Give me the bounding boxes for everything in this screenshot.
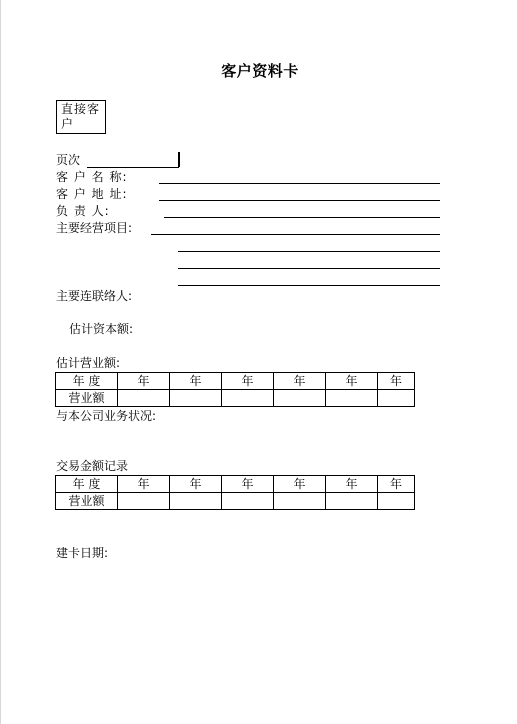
main-business-line-1 [151, 234, 440, 235]
year-cell: 年 [170, 476, 222, 493]
revenue-value-cell[interactable] [326, 390, 378, 407]
main-business-label: 主要经营项目: [56, 221, 133, 235]
revenue-value-cell[interactable] [378, 390, 415, 407]
customer-name-label: 客 户 名 称: [56, 170, 128, 184]
revenue-value-cell[interactable] [170, 390, 222, 407]
revenue-table-value-row [56, 390, 415, 407]
customer-type-box: 直接客户 [56, 100, 106, 134]
business-status-label: 与本公司业务状况: [56, 409, 157, 423]
year-cell: 年 [118, 476, 170, 493]
year-cell: 年 [326, 373, 378, 390]
transaction-value-cell[interactable] [118, 493, 170, 510]
revenue-table-header-row [56, 373, 415, 390]
transaction-value-cell[interactable] [378, 493, 415, 510]
year-cell: 年 [222, 373, 274, 390]
year-cell: 年 [378, 373, 415, 390]
year-cell: 年 [274, 476, 326, 493]
year-cell: 年 [222, 476, 274, 493]
transaction-table-value-row [56, 493, 415, 510]
main-business-line-3 [178, 268, 440, 269]
year-cell: 年 [118, 373, 170, 390]
card-date-label: 建卡日期: [56, 546, 109, 560]
main-business-line-4 [178, 285, 440, 286]
customer-address-label: 客 户 地 址: [56, 187, 128, 201]
transaction-label-cell: 营业额 [56, 493, 118, 510]
revenue-value-cell[interactable] [118, 390, 170, 407]
page-number-line [87, 167, 179, 168]
year-header-cell: 年 度 [56, 476, 118, 493]
est-revenue-label: 估计营业额: [56, 356, 121, 370]
year-cell: 年 [326, 476, 378, 493]
transaction-value-cell[interactable] [222, 493, 274, 510]
customer-name-line [159, 183, 440, 184]
revenue-table [55, 372, 415, 407]
revenue-label-cell: 营业额 [56, 390, 118, 407]
person-in-charge-line [164, 217, 440, 218]
revenue-value-cell[interactable] [274, 390, 326, 407]
main-business-line-2 [178, 251, 440, 252]
year-cell: 年 [378, 476, 415, 493]
year-cell: 年 [170, 373, 222, 390]
transaction-record-label: 交易金额记录 [56, 459, 129, 473]
transaction-value-cell[interactable] [170, 493, 222, 510]
transaction-value-cell[interactable] [326, 493, 378, 510]
main-contact-label: 主要连联络人: [56, 289, 133, 303]
year-cell: 年 [274, 373, 326, 390]
revenue-value-cell[interactable] [222, 390, 274, 407]
page-title: 客户资料卡 [221, 62, 299, 80]
transaction-table [55, 475, 415, 510]
page-number-label: 页次 [56, 153, 81, 167]
text-cursor [178, 152, 180, 167]
customer-address-line [159, 200, 440, 201]
est-capital-label: 估计资本额: [69, 322, 134, 336]
transaction-table-header-row [56, 476, 415, 493]
transaction-value-cell[interactable] [274, 493, 326, 510]
year-header-cell: 年 度 [56, 373, 118, 390]
person-in-charge-label: 负 责 人: [56, 204, 110, 218]
